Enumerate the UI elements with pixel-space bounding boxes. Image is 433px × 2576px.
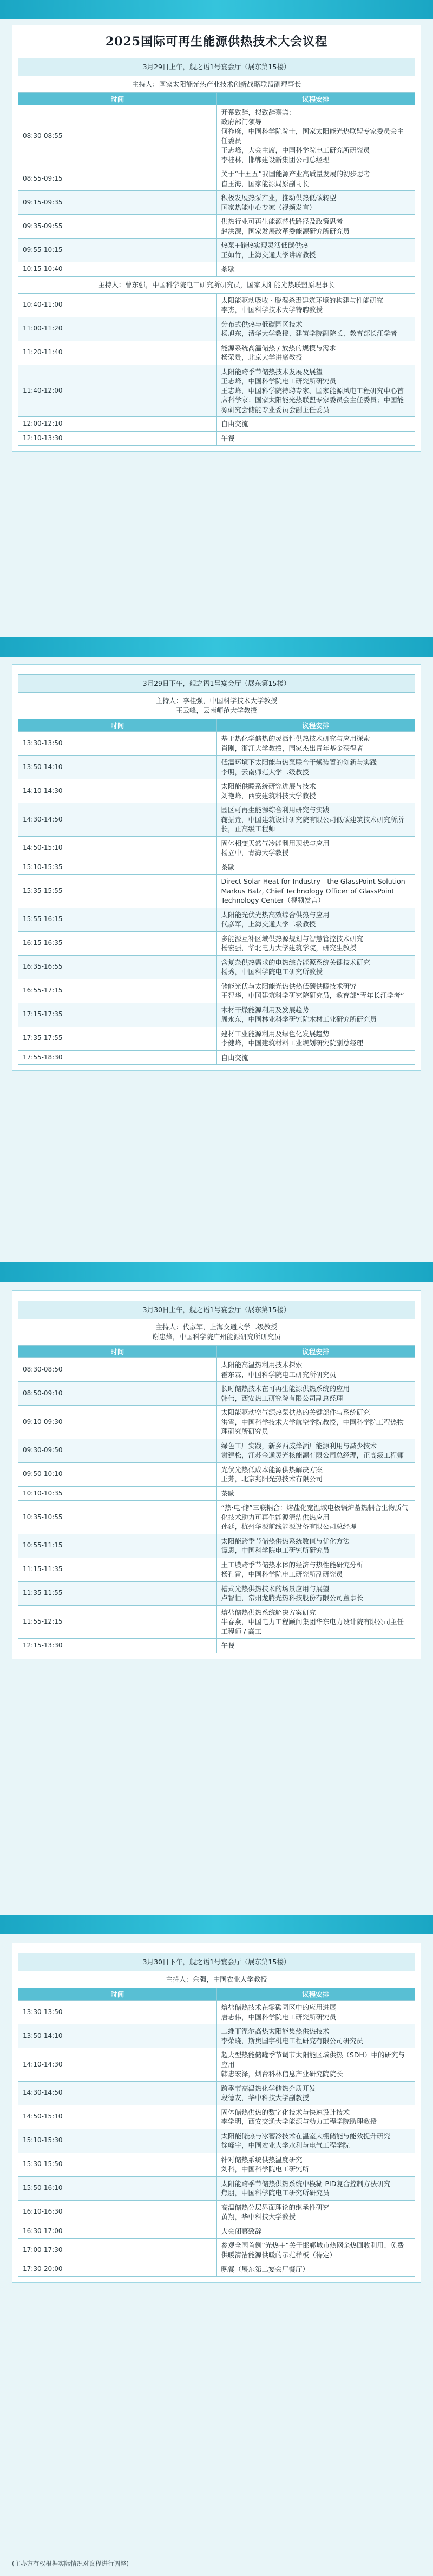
- agenda-content: [216, 191, 415, 215]
- agenda-line: 王如竹，上海交通大学讲席教授: [221, 250, 316, 259]
- agenda-time: 13:50-14:10: [18, 2024, 217, 2048]
- agenda-line: 唐志伟，中国科学院电工研究所研究员: [221, 2012, 337, 2021]
- agenda-line: 开幕致辞，拟致辞嘉宾：: [221, 108, 296, 116]
- agenda-content: [216, 756, 415, 779]
- agenda-row: [18, 1639, 415, 1653]
- agenda-content: [216, 931, 415, 955]
- col-content-header: 议程安排: [216, 1988, 415, 2001]
- agenda-line: 王志峰，中国科学院特聘专家、国家能源风电工程研究中心首席科学家；国家太阳能光热联盟专家委员会主任委员；中国能源研究会储能专业委员会副主任委员: [221, 386, 404, 414]
- agenda-content: [216, 105, 415, 167]
- agenda-time: 15:55-16:15: [18, 908, 217, 931]
- chair-cell: [18, 1319, 415, 1346]
- agenda-line: 谢建松，江苏金通灵光核能源有限公司总经理，正高级工程师: [221, 1451, 404, 1459]
- decor-band-2: [0, 1262, 433, 1282]
- agenda-content: [216, 1639, 415, 1653]
- agenda-row: [18, 1558, 415, 1581]
- agenda-content: [216, 732, 415, 756]
- agenda-content: [216, 2129, 415, 2153]
- agenda-time: 08:30-08:55: [18, 105, 217, 167]
- agenda-row: [18, 1382, 415, 1406]
- agenda-table: [18, 58, 415, 446]
- agenda-line: Direct Solar Heat for Industry - the GlassPoint Solution: [221, 877, 405, 885]
- agenda-table: [18, 674, 415, 1065]
- agenda-content: [216, 2024, 415, 2048]
- column-header-row: [18, 1988, 415, 2001]
- agenda-line: 王智华，中国建筑科学研究院研究员，教育部“青年长江学者”: [221, 991, 404, 999]
- agenda-line: 建材工业能源利用及绿色化发展趋势: [221, 1029, 330, 1038]
- agenda-content: [216, 1501, 415, 1534]
- agenda-line: 崔玉海，国家能源局原副司长: [221, 179, 310, 188]
- agenda-line: 杨立中，青海大学教授: [221, 849, 289, 857]
- agenda-content: [216, 431, 415, 446]
- agenda-content: [216, 860, 415, 875]
- agenda-time: 13:30-13:50: [18, 2001, 217, 2024]
- agenda-line: 李明，云南师范大学二级教授: [221, 767, 310, 776]
- agenda-line: Markus Balz, Chief Technology Officer of GlassPoint Technology Center（视频发言）: [221, 886, 395, 904]
- agenda-line: 太阳能高温热利用技术探索: [221, 1361, 303, 1369]
- agenda-row: [18, 2105, 415, 2129]
- agenda-content: [216, 1581, 415, 1605]
- agenda-line: 杨宏强，华北电力大学建筑学院，研究生教授: [221, 944, 357, 952]
- agenda-line: 韩忠宏泽，烟台科林信息产业研究院院长: [221, 2070, 343, 2078]
- agenda-content: [216, 317, 415, 341]
- agenda-row: [18, 803, 415, 837]
- agenda-row: [18, 1581, 415, 1605]
- agenda-line: 自由交流: [221, 1053, 248, 1062]
- agenda-line: 霍东霖，中国科学院电工研究所研究员: [221, 1370, 337, 1379]
- agenda-table: [18, 1953, 415, 2277]
- agenda-row: [18, 1462, 415, 1486]
- agenda-line: 槽式光热供热技术的场景应用与展望: [221, 1584, 330, 1593]
- agenda-line: 王芳，北京兆阳光热技术有限公司: [221, 1475, 323, 1483]
- agenda-time: 14:50-15:10: [18, 2105, 217, 2129]
- agenda-time: 09:30-09:50: [18, 1439, 217, 1462]
- agenda-row: [18, 2239, 415, 2262]
- agenda-row: [18, 979, 415, 1003]
- column-header-row: [18, 1346, 415, 1358]
- agenda-time: 10:40-11:00: [18, 293, 217, 317]
- col-time-header: 时间: [18, 719, 217, 732]
- agenda-line: 肖刚，浙江大学教授，国家杰出青年基金获得者: [221, 744, 364, 752]
- agenda-line: 跨季节高温热化学储热介质开发: [221, 2084, 316, 2092]
- agenda-content: [216, 1486, 415, 1501]
- agenda-line: 太阳能供暖系统研究进展与技术: [221, 782, 316, 790]
- agenda-line: 储能光伏与太阳能光热供热低碳供暖技术研究: [221, 982, 357, 990]
- agenda-line: 光伏光热低成本能源供热解决方案: [221, 1465, 323, 1474]
- agenda-line: 积极发展热泵产业，推动供热低碳转型: [221, 194, 337, 202]
- agenda-row: [18, 955, 415, 979]
- agenda-line: 谭思，中国科学院电工研究所研究员: [221, 1546, 330, 1554]
- agenda-content: [216, 1050, 415, 1065]
- agenda-time: 13:50-14:10: [18, 756, 217, 779]
- agenda-content: [216, 2048, 415, 2082]
- agenda-content: [216, 836, 415, 860]
- agenda-row: [18, 365, 415, 417]
- agenda-row: [18, 2024, 415, 2048]
- agenda-content: [216, 239, 415, 262]
- agenda-content: [216, 1406, 415, 1439]
- agenda-row: [18, 756, 415, 779]
- agenda-content: [216, 779, 415, 803]
- agenda-content: [216, 1605, 415, 1639]
- agenda-line: 大会闭幕致辞: [221, 2227, 262, 2235]
- agenda-row: [18, 1050, 415, 1065]
- agenda-line: 徐峰宇，中国农业大学水利与电气工程学院: [221, 2141, 350, 2149]
- agenda-line: 午餐: [221, 434, 235, 442]
- agenda-line: 高温储热分层界面理论的继承性研究: [221, 2203, 330, 2211]
- agenda-content: [216, 2081, 415, 2105]
- agenda-time: 16:10-16:30: [18, 2200, 217, 2224]
- agenda-time: 08:50-09:10: [18, 1382, 217, 1406]
- agenda-row: [18, 431, 415, 446]
- agenda-time: 11:15-11:35: [18, 1558, 217, 1581]
- agenda-time: 10:55-11:15: [18, 1534, 217, 1558]
- agenda-line: 固体储热供热的数字化技术与快速设计技术: [221, 2108, 350, 2116]
- agenda-time: 09:55-10:15: [18, 239, 217, 262]
- agenda-line: 杨旭东，清华大学教授、建筑学院副院长、教育部长江学者: [221, 329, 397, 337]
- agenda-line: 木材干燥能源利用及发展趋势: [221, 1005, 310, 1014]
- agenda-row: [18, 1486, 415, 1501]
- agenda-time: 09:50-10:10: [18, 1462, 217, 1486]
- session-header: 3月29日上午，舰之语1号宴会厅（展东第15楼）: [18, 58, 415, 76]
- agenda-time: 14:10-14:30: [18, 779, 217, 803]
- chair-cell: [18, 693, 415, 719]
- agenda-time: 08:30-08:50: [18, 1358, 217, 1382]
- agenda-line: 刘艳峰，西安建筑科技大学教授: [221, 791, 316, 800]
- agenda-time: 09:15-09:35: [18, 191, 217, 215]
- agenda-line: 赵洪源，国家发展改革委能源研究所研究员: [221, 227, 350, 235]
- agenda-row: [18, 2224, 415, 2239]
- agenda-line: 李健峰，中国建筑材料工业规划研究院副总经理: [221, 1039, 364, 1047]
- agenda-time: 11:00-11:20: [18, 317, 217, 341]
- decor-band-1: [0, 637, 433, 657]
- agenda-content: [216, 417, 415, 432]
- agenda-line: 洪雪，中国科学技术大学航空学院教授，中国科学院工程热物理研究所研究员: [221, 1418, 404, 1435]
- chair-line: 主持人：代彦军，上海交通大学二级教授: [155, 1323, 278, 1331]
- agenda-line: 太阳能光伏光热高效综合供热与应用: [221, 910, 330, 919]
- agenda-row: [18, 2262, 415, 2277]
- agenda-line: 李荣晓，斯奥国宇机电工程研究有限公司研究员: [221, 2036, 364, 2045]
- agenda-row: [18, 2001, 415, 2024]
- agenda-line: 太阳能驱动吸收 · 脱湿杀毒建筑环境的构建与性能研究: [221, 296, 383, 304]
- agenda-content: [216, 1382, 415, 1406]
- agenda-time: 15:10-15:35: [18, 860, 217, 875]
- agenda-line: 关于“十五五”我国能源产业高质量发展的初步思考: [221, 170, 370, 178]
- agenda-content: [216, 2239, 415, 2262]
- session-card-2: [12, 664, 421, 1071]
- agenda-row: [18, 779, 415, 803]
- agenda-line: 杨孔雷，中国科学院电工研究所副研究员: [221, 1570, 343, 1578]
- session-card-3: [12, 1290, 421, 1659]
- footnote: (主办方有权根据实际情况对议程进行调整): [12, 2560, 129, 2567]
- agenda-row: [18, 341, 415, 365]
- agenda-time: 09:35-09:55: [18, 215, 217, 239]
- agenda-content: [216, 2105, 415, 2129]
- agenda-time: 14:10-14:30: [18, 2048, 217, 2082]
- chair-row: [18, 1971, 415, 1988]
- agenda-line: 太阳能储热与冰蓄冷技术在温室大棚储能与能效提升研究: [221, 2131, 391, 2140]
- agenda-line: 超大型热能储罐季节调节太阳能区域供热（SDH）中的研究与应用: [221, 2051, 405, 2069]
- agenda-row: [18, 167, 415, 191]
- agenda-line: 太阳能跨季节储热技术发展及展望: [221, 367, 323, 376]
- agenda-content: [216, 2153, 415, 2176]
- agenda-content: [216, 1439, 415, 1462]
- agenda-row: [18, 1534, 415, 1558]
- agenda-line: 能源系统高温储热 / 放热的规模与需求: [221, 343, 336, 352]
- column-header-row: [18, 719, 415, 732]
- agenda-row: [18, 860, 415, 875]
- agenda-line: 太阳能跨季节储热供热系统中模糊-PID复合控制方法研究: [221, 2179, 391, 2188]
- session-header: 3月29日下午，舰之语1号宴会厅（展东第15楼）: [18, 675, 415, 693]
- session-header-row: [18, 675, 415, 693]
- agenda-time: 11:40-12:00: [18, 365, 217, 417]
- agenda-line: 牛春燕，中国电力工程顾问集团华东电力设计院有限公司主任工程师 / 高工: [221, 1618, 404, 1635]
- agenda-content: [216, 365, 415, 417]
- agenda-row: [18, 931, 415, 955]
- session-header-row: [18, 1953, 415, 1971]
- agenda-time: 08:55-09:15: [18, 167, 217, 191]
- agenda-content: [216, 1558, 415, 1581]
- agenda-time: 12:15-13:30: [18, 1639, 217, 1653]
- col-content-header: 议程安排: [216, 1346, 415, 1358]
- chair-line: 主持人：国家太阳能光热产业技术创新战略联盟副理事长: [132, 80, 301, 88]
- agenda-line: 二维菲涅尔高热太阳能集热供热技术: [221, 2027, 330, 2035]
- agenda-row: [18, 1439, 415, 1462]
- agenda-time: 17:00-17:30: [18, 2239, 217, 2262]
- agenda-line: 刘科，中国科学院电工研究所: [221, 2165, 310, 2173]
- agenda-line: 茶歇: [221, 1489, 235, 1498]
- agenda-row: [18, 732, 415, 756]
- agenda-line: 焦朋，中国科学院电工研究所研究员: [221, 2189, 330, 2197]
- agenda-line: 分布式供热与低碳园区技术: [221, 320, 303, 328]
- agenda-time: 12:00-12:10: [18, 417, 217, 432]
- agenda-line: 长时储热技术在可再生能源供热系统的应用: [221, 1385, 350, 1393]
- col-time-header: 时间: [18, 1988, 217, 2001]
- agenda-row: [18, 908, 415, 931]
- agenda-line: 土工膜跨季节储热水体的经济与热性能研究分析: [221, 1560, 364, 1569]
- agenda-row: [18, 317, 415, 341]
- agenda-row: [18, 1358, 415, 1382]
- agenda-row: [18, 191, 415, 215]
- agenda-line: 周永东，中国林业科学研究院木材工业研究所研究员: [221, 1015, 377, 1023]
- agenda-line: 卢智恒，常州龙腾光热科技股份有限公司董事长: [221, 1594, 364, 1602]
- agenda-line: 热泵+储热实现灵活低碳供热: [221, 241, 308, 249]
- agenda-line: “热·电·储”三联耦合：熔盐化宽温域电极锅炉蓄热耦合生物质气化技术助力可再生能源清洁供热应用: [221, 1504, 409, 1521]
- agenda-content: [216, 2176, 415, 2200]
- agenda-time: 14:30-14:50: [18, 2081, 217, 2105]
- agenda-content: [216, 908, 415, 931]
- agenda-line: 杨荣贵，北京大学讲席教授: [221, 353, 303, 361]
- agenda-line: 自由交流: [221, 420, 248, 428]
- agenda-time: 11:35-11:55: [18, 1581, 217, 1605]
- agenda-line: 基于热化学储热的灵活性供热技术研究与应用探索: [221, 734, 370, 743]
- agenda-time: 16:15-16:35: [18, 931, 217, 955]
- agenda-content: [216, 262, 415, 277]
- agenda-content: [216, 2001, 415, 2024]
- chair-row: [18, 76, 415, 93]
- agenda-row: [18, 1501, 415, 1534]
- chair-cell: [18, 76, 415, 93]
- agenda-line: 晚餐（展东第二宴会厅餐厅）: [221, 2265, 310, 2273]
- agenda-row: [18, 875, 415, 908]
- agenda-content: [216, 955, 415, 979]
- agenda-content: [216, 1534, 415, 1558]
- session-header-row: [18, 58, 415, 76]
- agenda-row: [18, 262, 415, 277]
- agenda-line: 熔盐储热供热系统解决方案研究: [221, 1608, 316, 1617]
- col-content-header: 议程安排: [216, 93, 415, 105]
- agenda-content: [216, 979, 415, 1003]
- column-header-row: [18, 93, 415, 105]
- agenda-row: [18, 2081, 415, 2105]
- agenda-row: [18, 417, 415, 432]
- agenda-line: 固体相变天然气冷能利用现状与应用: [221, 839, 330, 847]
- agenda-row: [18, 2200, 415, 2224]
- agenda-row: [18, 2129, 415, 2153]
- chair-cell: [18, 1971, 415, 1988]
- agenda-line: 国家热能中心专家（视频发言）: [221, 203, 316, 211]
- agenda-time: 16:55-17:15: [18, 979, 217, 1003]
- agenda-line: 李学明，西安交通大学能源与动力工程学院助理教授: [221, 2117, 377, 2125]
- agenda-line: 茶歇: [221, 863, 235, 871]
- agenda-content: [216, 875, 415, 908]
- chair-cell: 主持人：曹东强，中国科学院电工研究所研究员，国家太阳能光热联盟原理事长: [18, 276, 415, 293]
- agenda-time: 10:35-10:55: [18, 1501, 217, 1534]
- chair-row: [18, 693, 415, 719]
- agenda-content: [216, 2262, 415, 2277]
- agenda-time: 10:15-10:40: [18, 262, 217, 277]
- agenda-time: 14:50-15:10: [18, 836, 217, 860]
- agenda-content: [216, 1462, 415, 1486]
- chair-row: [18, 276, 415, 293]
- agenda-content: [216, 1003, 415, 1027]
- agenda-row: [18, 105, 415, 167]
- agenda-line: 茶歇: [221, 265, 235, 273]
- agenda-time: 16:30-17:00: [18, 2224, 217, 2239]
- agenda-time: 14:30-14:50: [18, 803, 217, 837]
- agenda-row: [18, 1027, 415, 1050]
- session-header-row: [18, 1301, 415, 1319]
- agenda-content: [216, 215, 415, 239]
- agenda-line: 多能源互补区域供热源规划与智慧管控技术研究: [221, 934, 364, 943]
- agenda-time: 17:35-17:55: [18, 1027, 217, 1050]
- agenda-content: [216, 1358, 415, 1382]
- agenda-time: 15:50-16:10: [18, 2176, 217, 2200]
- agenda-row: [18, 1003, 415, 1027]
- agenda-time: 11:20-11:40: [18, 341, 217, 365]
- agenda-time: 09:10-09:30: [18, 1406, 217, 1439]
- agenda-line: 鞠振垚，中国建筑设计研究院有限公司低碳建筑技术研究所所长，正高级工程师: [221, 815, 404, 833]
- agenda-line: 参观全国首例“光热＋”关于邯郸城市热网余热回收利用、免费供暖清洁能源供暖的示范样板（待定）: [221, 2241, 404, 2259]
- agenda-content: [216, 2224, 415, 2239]
- agenda-line: 午餐: [221, 1641, 235, 1650]
- agenda-line: 韩伟，西安热工研究院有限公司副总经理: [221, 1394, 343, 1402]
- chair-line: 王云峰，云南师范大学教授: [175, 706, 257, 714]
- agenda-row: [18, 2176, 415, 2200]
- agenda-time: 17:30-20:00: [18, 2262, 217, 2277]
- agenda-line: 供热行业可再生能源替代路径及政策思考: [221, 217, 343, 226]
- chair-line: 主持人：余强，中国农业大学教授: [166, 1975, 267, 1983]
- chair-row: [18, 1319, 415, 1346]
- agenda-time: 15:35-15:55: [18, 875, 217, 908]
- agenda-content: [216, 341, 415, 365]
- agenda-line: 李杰，中国科学技术大学特聘教授: [221, 306, 323, 314]
- agenda-line: 针对储热系统供热温度研究: [221, 2155, 303, 2164]
- agenda-time: 15:10-15:30: [18, 2129, 217, 2153]
- agenda-time: 17:15-17:35: [18, 1003, 217, 1027]
- agenda-line: 李桂林，邯郸建设新集团公司总经理: [221, 155, 330, 164]
- agenda-row: [18, 215, 415, 239]
- agenda-time: 13:30-13:50: [18, 732, 217, 756]
- agenda-time: 16:35-16:55: [18, 955, 217, 979]
- agenda-line: 杨秀，中国科学院电工研究所教授: [221, 968, 323, 976]
- agenda-row: [18, 239, 415, 262]
- agenda-row: [18, 293, 415, 317]
- agenda-line: 段德友，华中科技大学副教授: [221, 2094, 310, 2102]
- agenda-line: 太阳能驱动空气源热泵供热的关键部件与系统研究: [221, 1408, 370, 1416]
- session-card-4: [12, 1943, 421, 2283]
- agenda-time: 11:55-12:15: [18, 1605, 217, 1639]
- agenda-line: 黄翔，华中科技大学教授: [221, 2213, 296, 2221]
- agenda-row: [18, 2153, 415, 2176]
- agenda-line: 太阳能跨季节储热供热系统数值与优化方法: [221, 1537, 350, 1545]
- chair-line: 谢忠烽，中国科学院广州能源研究所研究员: [152, 1333, 281, 1341]
- agenda-time: 12:10-13:30: [18, 431, 217, 446]
- agenda-content: [216, 293, 415, 317]
- agenda-row: [18, 836, 415, 860]
- agenda-content: [216, 167, 415, 191]
- agenda-line: 低温环境下太阳能与热泵联合干燥装置的创新与实践: [221, 758, 377, 766]
- agenda-content: [216, 1027, 415, 1050]
- agenda-row: [18, 1605, 415, 1639]
- agenda-line: 绿色工厂实践，新乡西威烽酒厂能源利用与减少技术: [221, 1441, 377, 1450]
- agenda-line: 园区可再生能源综合利用研究与实践: [221, 806, 330, 814]
- top-decor-band: [0, 0, 433, 19]
- agenda-line: 何祚庥，中国科学院院士，国家太阳能光热联盟专家委员会主任委员: [221, 127, 404, 145]
- agenda-line: 政府部门领导: [221, 117, 262, 126]
- agenda-row: [18, 1406, 415, 1439]
- agenda-table: [18, 1301, 415, 1653]
- agenda-content: [216, 803, 415, 837]
- agenda-line: 王志峰，中国科学院电工研究所研究员: [221, 377, 337, 385]
- session-card-1: [12, 25, 421, 452]
- agenda-line: 孙廷，杭州华源前线能源设备有限公司总经理: [221, 1522, 357, 1531]
- session-header: 3月30日下午，舰之语1号宴会厅（展东第15楼）: [18, 1953, 415, 1971]
- agenda-row: [18, 2048, 415, 2082]
- agenda-line: 含复杂供热需求的电热综合能源系统关键技术研究: [221, 958, 370, 966]
- agenda-line: 王志峰，大会主席，中国科学院电工研究所研究员: [221, 146, 370, 154]
- agenda-content: [216, 2200, 415, 2224]
- agenda-time: 10:10-10:35: [18, 1486, 217, 1501]
- agenda-time: 15:30-15:50: [18, 2153, 217, 2176]
- chair-line: 主持人：李桂强，中国科学技术大学教授: [155, 697, 278, 705]
- decor-band-3: [0, 1915, 433, 1934]
- agenda-line: 代彦军，上海交通大学二级教授: [221, 920, 316, 928]
- agenda-line: 熔盐储热技术在零碳园区中的应用进展: [221, 2003, 337, 2011]
- agenda-time: 17:55-18:30: [18, 1050, 217, 1065]
- col-time-header: 时间: [18, 1346, 217, 1358]
- session-header: 3月30日上午，舰之语1号宴会厅（展东第15楼）: [18, 1301, 415, 1319]
- page-title: 2025国际可再生能源供热技术大会议程: [105, 35, 328, 49]
- col-content-header: 议程安排: [216, 719, 415, 732]
- col-time-header: 时间: [18, 93, 217, 105]
